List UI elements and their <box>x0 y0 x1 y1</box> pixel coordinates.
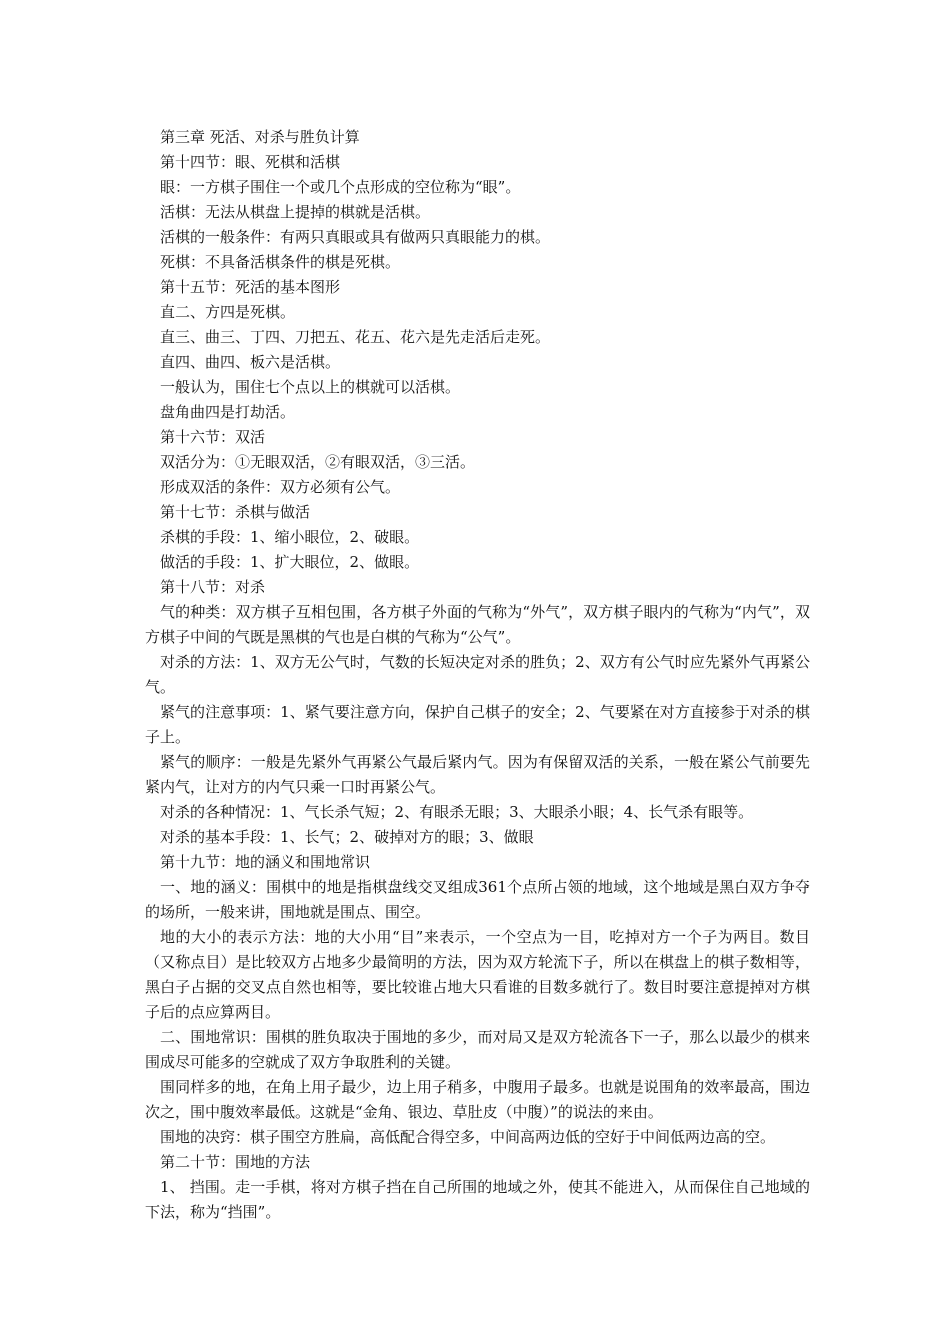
paragraph: 一、地的涵义：围棋中的地是指棋盘线交叉组成361个点所占领的地域，这个地域是黑白双方争夺的场所，一般来讲，围地就是围点、围空。 <box>145 878 810 921</box>
paragraph: 活棋的一般条件：有两只真眼或具有做两只真眼能力的棋。 <box>160 228 551 246</box>
paragraph: 对杀的基本手段：1、长气；2、破掉对方的眼；3、做眼 <box>160 828 534 846</box>
paragraph: 对杀的各种情况：1、气长杀气短；2、有眼杀无眼；3、大眼杀小眼；4、长气杀有眼等。 <box>160 803 754 821</box>
section-heading: 第十六节：双活 <box>160 428 266 446</box>
paragraph: 地的大小的表示方法：地的大小用“目”来表示，一个空点为一目，吃掉对方一个子为两目。数目（又称点目）是比较双方占地多少最简明的方法，因为双方轮流下子，所以在棋盘上的棋子数相等，黑白子占据的交叉点自然也相等，要比较谁占地大只看谁的目数多就行了。数目时要注意提掉对方棋子后的点应算两目。 <box>145 928 810 1021</box>
paragraph: 直四、曲四、板六是活棋。 <box>160 353 341 371</box>
paragraph: 直三、曲三、丁四、刀把五、花五、花六是先走活后走死。 <box>160 328 551 346</box>
section-heading: 第十五节：死活的基本图形 <box>160 278 341 296</box>
paragraph: 气的种类：双方棋子互相包围，各方棋子外面的气称为“外气”，双方棋子眼内的气称为“内气”，双方棋子中间的气既是黑棋的气也是白棋的气称为“公气”。 <box>145 603 810 646</box>
paragraph: 活棋：无法从棋盘上提掉的棋就是活棋。 <box>160 203 431 221</box>
paragraph: 1、 挡围。走一手棋，将对方棋子挡在自己所围的地域之外，使其不能进入，从而保住自己地域的下法，称为“挡围”。 <box>145 1178 810 1221</box>
section-heading: 第十八节：对杀 <box>160 578 266 596</box>
paragraph: 形成双活的条件：双方必须有公气。 <box>160 478 401 496</box>
paragraph: 眼：一方棋子围住一个或几个点形成的空位称为“眼”。 <box>160 178 521 196</box>
paragraph: 围地的决窍：棋子围空方胜扁，高低配合得空多，中间高两边低的空好于中间低两边高的空。 <box>160 1128 776 1146</box>
paragraph: 盘角曲四是打劫活。 <box>160 403 296 421</box>
document-body <box>145 125 810 1225</box>
paragraph: 紧气的注意事项：1、紧气要注意方向，保护自己棋子的安全；2、气要紧在对方直接参于对杀的棋子上。 <box>145 703 810 746</box>
paragraph: 围同样多的地，在角上用子最少，边上用子稍多，中腹用子最多。也就是说围角的效率最高，围边次之，围中腹效率最低。这就是“金角、银边、草肚皮（中腹）”的说法的来由。 <box>145 1078 810 1121</box>
section-heading: 第二十节：围地的方法 <box>160 1153 311 1171</box>
paragraph: 对杀的方法：1、双方无公气时，气数的长短决定对杀的胜负；2、双方有公气时应先紧外气再紧公气。 <box>145 653 810 696</box>
paragraph: 直二、方四是死棋。 <box>160 303 296 321</box>
section-heading: 第十四节：眼、死棋和活棋 <box>160 153 341 171</box>
section-heading: 第十九节：地的涵义和围地常识 <box>160 853 371 871</box>
paragraph: 紧气的顺序：一般是先紧外气再紧公气最后紧内气。因为有保留双活的关系，一般在紧公气前要先紧内气，让对方的内气只乘一口时再紧公气。 <box>145 753 810 796</box>
paragraph: 双活分为：①无眼双活，②有眼双活，③三活。 <box>160 453 476 471</box>
paragraph: 死棋：不具备活棋条件的棋是死棋。 <box>160 253 401 271</box>
paragraph: 做活的手段：1、扩大眼位，2、做眼。 <box>160 553 420 571</box>
paragraph: 一般认为，围住七个点以上的棋就可以活棋。 <box>160 378 461 396</box>
paragraph: 二、围地常识：围棋的胜负取决于围地的多少，而对局又是双方轮流各下一子，那么以最少的棋来围成尽可能多的空就成了双方争取胜利的关键。 <box>145 1028 810 1071</box>
chapter-title: 第三章 死活、对杀与胜负计算 <box>160 128 360 146</box>
paragraph: 杀棋的手段：1、缩小眼位，2、破眼。 <box>160 528 420 546</box>
section-heading: 第十七节：杀棋与做活 <box>160 503 311 521</box>
